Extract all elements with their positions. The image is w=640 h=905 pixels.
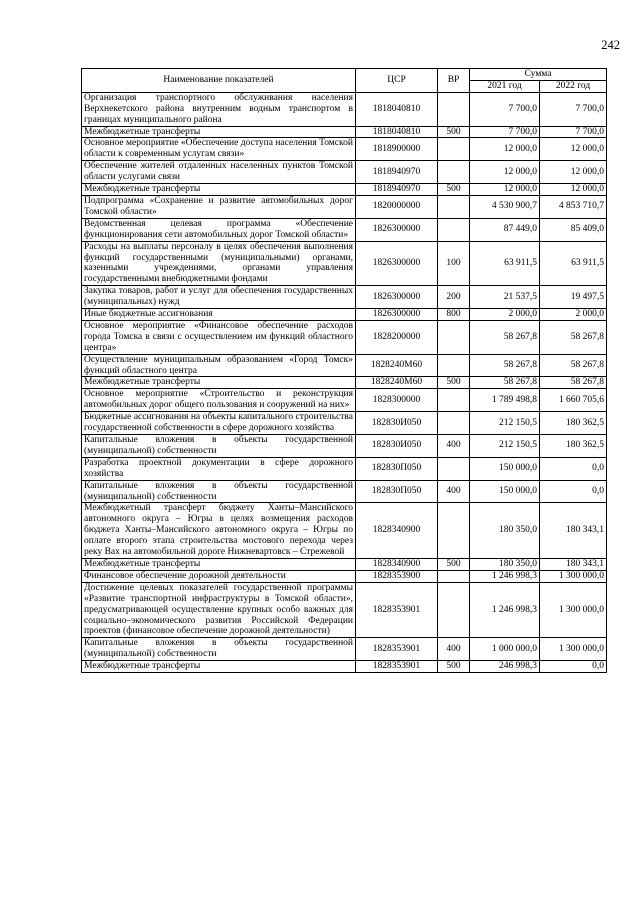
row-vr: [438, 503, 470, 559]
row-amount-2022: 1 300 000,0: [540, 638, 607, 661]
table-row: [82, 570, 607, 582]
row-csr: 1828353901: [356, 661, 438, 673]
row-vr: [438, 354, 470, 377]
page-number: 242: [601, 38, 620, 52]
table-body: [82, 92, 607, 672]
table-row: [82, 558, 607, 570]
row-name: Обеспечение жителей отдаленных населенных пунктов Томской области услугами связи: [82, 161, 356, 184]
row-amount-2021: 1 789 498,8: [470, 389, 540, 412]
row-amount-2022: 0,0: [540, 480, 607, 503]
table-row: [82, 241, 607, 286]
row-name: Осуществление муниципальным образованием «Город Томск» функций областного центра: [82, 354, 356, 377]
row-amount-2022: 85 409,0: [540, 218, 607, 241]
header-csr: ЦСР: [356, 69, 438, 93]
row-csr: 182830П050: [356, 480, 438, 503]
row-vr: 800: [438, 309, 470, 321]
row-name: Основное мероприятие «Обеспечение доступа населения Томской области к современным услугам связи»: [82, 138, 356, 161]
row-amount-2021: 212 150,5: [470, 412, 540, 435]
row-vr: [438, 195, 470, 218]
row-amount-2021: 12 000,0: [470, 138, 540, 161]
row-amount-2022: 58 267,8: [540, 377, 607, 389]
row-name: Капитальные вложения в объекты государственной (муниципальной) собственности: [82, 480, 356, 503]
row-amount-2021: 63 911,5: [470, 241, 540, 286]
row-vr: [438, 92, 470, 126]
row-name: Разработка проектной документации в сфере дорожного хозяйства: [82, 457, 356, 480]
table-row: [82, 457, 607, 480]
table-row: [82, 582, 607, 638]
row-amount-2021: 12 000,0: [470, 161, 540, 184]
row-amount-2022: 58 267,8: [540, 320, 607, 354]
row-amount-2022: 58 267,8: [540, 354, 607, 377]
table-row: [82, 377, 607, 389]
row-amount-2021: 180 350,0: [470, 558, 540, 570]
row-amount-2021: 4 530 900,7: [470, 195, 540, 218]
row-amount-2022: 1 300 000,0: [540, 570, 607, 582]
row-amount-2021: 1 000 000,0: [470, 638, 540, 661]
row-amount-2021: 12 000,0: [470, 184, 540, 196]
header-sum: Сумма: [470, 69, 607, 81]
table-row: [82, 661, 607, 673]
row-vr: 500: [438, 661, 470, 673]
row-amount-2022: 0,0: [540, 457, 607, 480]
row-vr: 500: [438, 558, 470, 570]
row-csr: 1826300000: [356, 309, 438, 321]
row-amount-2022: 180 343,1: [540, 503, 607, 559]
row-name: Межбюджетные трансферты: [82, 558, 356, 570]
table-row: [82, 309, 607, 321]
row-name: Иные бюджетные ассигнования: [82, 309, 356, 321]
table-row: [82, 138, 607, 161]
row-amount-2021: 58 267,8: [470, 377, 540, 389]
table-row: [82, 412, 607, 435]
table-row: [82, 435, 607, 458]
row-name: Основное мероприятие «Строительство и реконструкция автомобильных дорог общего пользования и сооружений на них»: [82, 389, 356, 412]
row-amount-2021: 7 700,0: [470, 92, 540, 126]
header-name: Наименование показателей: [82, 69, 356, 93]
table-row: [82, 161, 607, 184]
row-csr: 1820000000: [356, 195, 438, 218]
row-amount-2021: 212 150,5: [470, 435, 540, 458]
row-name: Межбюджетные трансферты: [82, 661, 356, 673]
row-vr: [438, 457, 470, 480]
row-amount-2022: 12 000,0: [540, 138, 607, 161]
row-csr: 182830П050: [356, 457, 438, 480]
table-row: [82, 480, 607, 503]
row-amount-2021: 58 267,8: [470, 354, 540, 377]
row-csr: 1828240М60: [356, 354, 438, 377]
table-row: [82, 320, 607, 354]
row-vr: 100: [438, 241, 470, 286]
row-vr: 200: [438, 286, 470, 309]
row-name: Межбюджетные трансферты: [82, 184, 356, 196]
row-name: Бюджетные ассигнования на объекты капитального строительства государственной собственности в сфере дорожного хозяйства: [82, 412, 356, 435]
row-amount-2022: 7 700,0: [540, 126, 607, 138]
row-vr: 500: [438, 377, 470, 389]
table-header: [82, 69, 607, 93]
header-year-2021: 2021 год: [470, 80, 540, 92]
row-vr: 400: [438, 435, 470, 458]
row-csr: 1828353901: [356, 638, 438, 661]
row-name: Основное мероприятие «Финансовое обеспечение расходов города Томска в связи с осуществлением им функций областного центра»: [82, 320, 356, 354]
row-csr: 1826300000: [356, 218, 438, 241]
row-amount-2022: 180 362,5: [540, 435, 607, 458]
row-amount-2022: 12 000,0: [540, 184, 607, 196]
row-csr: 182830И050: [356, 412, 438, 435]
row-name: Организация транспортного обслуживания населения Верхнекетского района внутренним водным транспортом в границах муниципального района: [82, 92, 356, 126]
header-year-2022: 2022 год: [540, 80, 607, 92]
row-csr: 1828300000: [356, 389, 438, 412]
row-amount-2021: 21 537,5: [470, 286, 540, 309]
row-amount-2022: 180 343,1: [540, 558, 607, 570]
row-csr: 1826300000: [356, 241, 438, 286]
row-name: Подпрограмма «Сохранение и развитие автомобильных дорог Томской области»: [82, 195, 356, 218]
row-amount-2021: 180 350,0: [470, 503, 540, 559]
row-amount-2022: 180 362,5: [540, 412, 607, 435]
row-amount-2022: 4 853 710,7: [540, 195, 607, 218]
row-amount-2021: 58 267,8: [470, 320, 540, 354]
row-name: Межбюджетные трансферты: [82, 126, 356, 138]
row-vr: [438, 161, 470, 184]
row-csr: 1828240М60: [356, 377, 438, 389]
budget-table: [81, 68, 607, 673]
row-vr: 400: [438, 480, 470, 503]
row-csr: 1828353901: [356, 582, 438, 638]
row-vr: [438, 582, 470, 638]
row-vr: [438, 218, 470, 241]
row-name: Капитальные вложения в объекты государственной (муниципальной) собственности: [82, 638, 356, 661]
row-csr: 1826300000: [356, 286, 438, 309]
row-amount-2022: 63 911,5: [540, 241, 607, 286]
row-csr: 1818040810: [356, 126, 438, 138]
row-name: Капитальные вложения в объекты государственной (муниципальной) собственности: [82, 435, 356, 458]
row-csr: 1828353900: [356, 570, 438, 582]
table-row: [82, 286, 607, 309]
row-amount-2022: 0,0: [540, 661, 607, 673]
row-vr: [438, 389, 470, 412]
row-vr: 500: [438, 184, 470, 196]
row-csr: 1828200000: [356, 320, 438, 354]
row-name: Достижение целевых показателей государственной программы «Развитие транспортной инфраструктуры в Томской области», предусматривающей осуществление крупных особо важных для социально–экономического развития Российской Федерации проектов (финансовое обеспечение дорожной деятельности): [82, 582, 356, 638]
row-csr: 1818040810: [356, 92, 438, 126]
row-amount-2021: 87 449,0: [470, 218, 540, 241]
row-amount-2021: 150 000,0: [470, 457, 540, 480]
row-amount-2022: 7 700,0: [540, 92, 607, 126]
row-name: Ведомственная целевая программа «Обеспечение функционирования сети автомобильных дорог Томской области»: [82, 218, 356, 241]
table-row: [82, 218, 607, 241]
row-name: Межбюджетные трансферты: [82, 377, 356, 389]
row-name: Закупка товаров, работ и услуг для обеспечения государственных (муниципальных) нужд: [82, 286, 356, 309]
row-csr: 1818940970: [356, 184, 438, 196]
row-vr: [438, 320, 470, 354]
row-name: Расходы на выплаты персоналу в целях обеспечения выполнения функций государственными (муниципальными) органами, казенными учреждениями, органами управления государственными внебюджетными фондами: [82, 241, 356, 286]
row-amount-2021: 7 700,0: [470, 126, 540, 138]
row-amount-2021: 1 246 998,3: [470, 570, 540, 582]
table-row: [82, 354, 607, 377]
row-vr: [438, 138, 470, 161]
row-name: Межбюджетный трансферт бюджету Ханты–Мансийского автономного округа – Югры в целях возмещения расходов бюджета Ханты–Мансийского автономного округа – Югры по оплате второго этапа строительства мостового перехода через реку Вах на автомобильной дороге Нижневартовск – Стрежевой: [82, 503, 356, 559]
table-row: [82, 195, 607, 218]
table-row: [82, 389, 607, 412]
row-amount-2022: 2 000,0: [540, 309, 607, 321]
row-vr: 400: [438, 638, 470, 661]
table-row: [82, 638, 607, 661]
row-amount-2022: 19 497,5: [540, 286, 607, 309]
row-csr: 182830И050: [356, 435, 438, 458]
row-vr: 500: [438, 126, 470, 138]
row-amount-2021: 246 998,3: [470, 661, 540, 673]
row-csr: 1828340900: [356, 503, 438, 559]
table-row: [82, 92, 607, 126]
row-amount-2021: 2 000,0: [470, 309, 540, 321]
row-name: Финансовое обеспечение дорожной деятельности: [82, 570, 356, 582]
header-vr: ВР: [438, 69, 470, 93]
table-row: [82, 184, 607, 196]
row-amount-2022: 1 300 000,0: [540, 582, 607, 638]
row-amount-2022: 1 660 705,6: [540, 389, 607, 412]
row-csr: 1818900000: [356, 138, 438, 161]
row-amount-2021: 1 246 998,3: [470, 582, 540, 638]
row-amount-2021: 150 000,0: [470, 480, 540, 503]
row-csr: 1828340900: [356, 558, 438, 570]
table-row: [82, 126, 607, 138]
row-vr: [438, 412, 470, 435]
row-amount-2022: 12 000,0: [540, 161, 607, 184]
table-row: [82, 503, 607, 559]
row-csr: 1818940970: [356, 161, 438, 184]
row-vr: [438, 570, 470, 582]
